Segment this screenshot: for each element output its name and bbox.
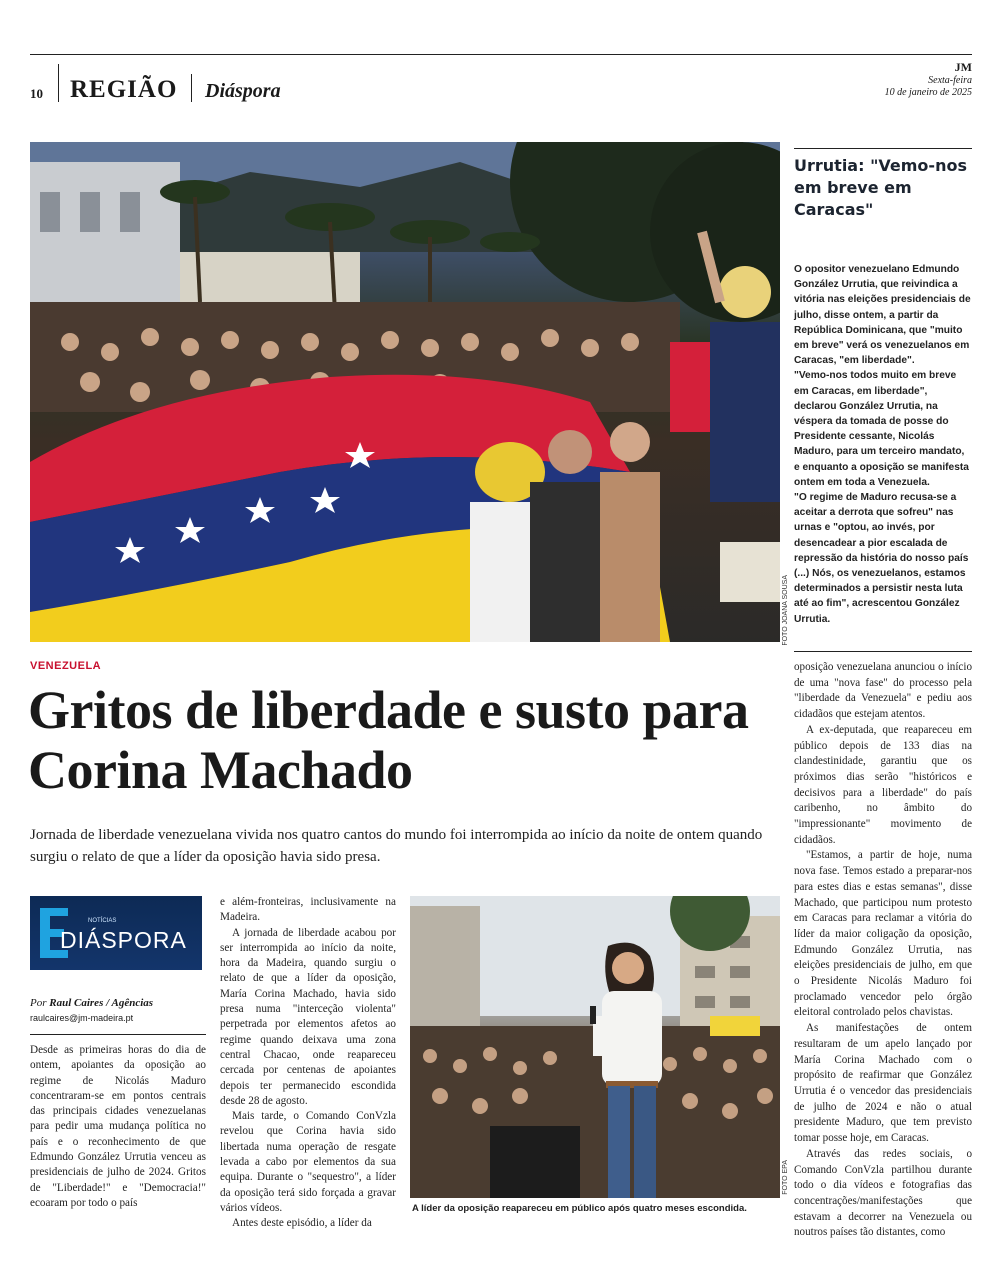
article-paragraph: Antes deste episódio, a líder da — [232, 1217, 372, 1230]
sidebar-paragraph: O opositor venezuelano Edmundo González Urrutia, que reivindica a vitória nas eleições presidenciais de julho, disse ontem, a partir da República Dominicana, que "muito em breve" verá os venezuelanos em Caracas, "em liberdade". — [794, 264, 971, 367]
top-rule — [30, 54, 972, 55]
sidebar-paragraph: "Vemo-nos todos muito em breve em Caracas, em liberdade", declarou González Urrutia, na véspera da tomada de posse do Presidente cessante, Nicolás Maduro, para um terceiro mandato, e enquanto a oposição se manifesta ontem em toda a Venezuela. — [794, 370, 969, 488]
article-paragraph: Desde as primeiras horas do dia de ontem, apoiantes da oposição ao regime de Nicolás Maduro concentraram-se em pontos centrais das principais cidades venezuelanas para pedir uma mudança política no país e o reconhecimento de que Edmundo González Urrutia venceu as presidenciais de julho de 2024. Gritos de "Liberdade!" e "Democracia!" ecoaram por todo o país — [30, 1044, 206, 1209]
issue-date: 10 de janeiro de 2025 — [884, 87, 972, 98]
article-paragraph: A jornada de liberdade acabou por ser interrompida ao início da noite, hora da Madeira, quando surgiu o relato de que a líder da oposição, María Corina Machado, havia sido presa numa "interceção violenta" perpetrada por elementos afetos ao regime quando deixava uma zona central Chacao, onde reapareceu cercada por centenas de apoiantes depois ter permanecido escondida desde 28 de agosto. — [220, 926, 396, 1107]
article-paragraph: Através das redes sociais, o Comando ConVzla partilhou durante todo o dia vídeos e fotografias das concentrações/manifestações que estavam a decorrer na Venezuela ou noutros países tão distantes, como — [794, 1147, 972, 1239]
byline — [30, 997, 153, 1009]
header-divider — [58, 64, 59, 102]
author-email[interactable]: raulcaires@jm-madeira.pt — [30, 1013, 134, 1023]
article-paragraph: Mais tarde, o Comando ConVzla revelou que Corina havia sido libertada numa operação de resgate levada a cabo por elementos da sua equipa. Durante o "sequestro", a líder da oposição terá sido forçada a gravar vários vídeos. — [220, 1110, 396, 1214]
article-paragraph: e além-fronteiras, inclusivamente na Madeira. — [220, 896, 396, 924]
article-column-3 — [794, 660, 972, 1241]
byline-author: Raul Caires — [49, 997, 104, 1009]
photo-credit: FOTO JOANA SOUSA — [782, 575, 789, 646]
page-number: 10 — [30, 86, 43, 101]
article-paragraph: As manifestações de ontem resultaram de um apelo lançado por María Corina Machado com o propósito de reafirmar que González Urrutia é o vencedor das presidenciais de julho de 2024 e não o atual presidente Maduro, que tem previsto tomar posse hoje, em Caracas. — [794, 1022, 972, 1145]
column-rule — [30, 1034, 206, 1035]
byline-agency: / Agências — [106, 997, 154, 1009]
weekday: Sexta-feira — [928, 75, 972, 86]
article-lead: Jornada de liberdade venezuelana vivida nos quatro cantos do mundo foi interrompida ao início da noite de ontem quando surgiu o relato de que a líder da oposição havia sido presa. — [30, 827, 763, 865]
sidebar-paragraph: "O regime de Maduro recusa-se a aceitar a derrota que sofreu" nas urnas e "optou, ao invés, por desencadear a pior escalada de repressão da história do nosso país (...) Nós, os venezuelanos, estamos determinados a persistir nesta luta até ao fim", acrescentou González Urrutia. — [794, 492, 969, 625]
paper-name: JM — [954, 60, 972, 74]
sidebar-rule — [794, 148, 972, 149]
column-rule — [794, 651, 972, 652]
sidebar-title: Urrutia: "Vemo-nos em breve em Caracas" — [794, 156, 967, 219]
logo-big-text: DIÁSPORA — [60, 927, 187, 953]
diaspora-logo — [30, 896, 202, 970]
article-paragraph: A ex-deputada, que reapareceu em público depois de 133 dias na clandestinidade, garantiu que os próximos dias serão "históricos e decisivos para a liberdade" do país caribenho, no âmbito do "impressionante" movimento de cidadãos. — [794, 723, 972, 846]
article-column-2 — [220, 895, 396, 1232]
masthead — [885, 60, 972, 99]
header-divider — [191, 74, 192, 102]
machado-photo-illustration — [410, 896, 780, 1198]
byline-prefix: Por — [30, 997, 47, 1009]
article-column-1 — [30, 1043, 206, 1211]
article-paragraph: oposição venezuelana anunciou o início de uma "nova fase" do processo pela "liberdade da Venezuela" e pediu aos cidadãos que estejam atentos. — [794, 661, 972, 721]
article-paragraph: "Estamos, a partir de hoje, numa nova fase. Temos estado a preparar-nos para estes dias e estas semanas", disse Machado, que participou num protesto em Caracas para reclamar a vitória do líder da maior coligação da oposição, Edmundo González Urrutia, nas eleições presidenciais de julho, em que o Presidente Nicolás Maduro foi proclamado vencedor pelo órgão eleitoral controlado pelos chavistas. — [794, 849, 972, 1019]
article-headline: Gritos de liberdade e susto para Corina Machado — [28, 680, 749, 800]
section-title: REGIÃO — [70, 76, 178, 103]
machado-photo — [410, 896, 780, 1198]
main-photo-illustration — [30, 142, 780, 642]
diaspora-logo-graphic — [30, 896, 202, 970]
photo2-credit: FOTO EPA — [782, 1160, 789, 1195]
article-kicker: VENEZUELA — [30, 660, 102, 672]
photo2-caption: A líder da oposição reapareceu em público após quatro meses escondida. — [412, 1203, 747, 1214]
sidebar-text — [794, 262, 972, 627]
logo-small-text: NOTÍCIAS — [88, 918, 117, 924]
subsection-title: Diáspora — [205, 80, 281, 102]
main-photo — [30, 142, 780, 642]
